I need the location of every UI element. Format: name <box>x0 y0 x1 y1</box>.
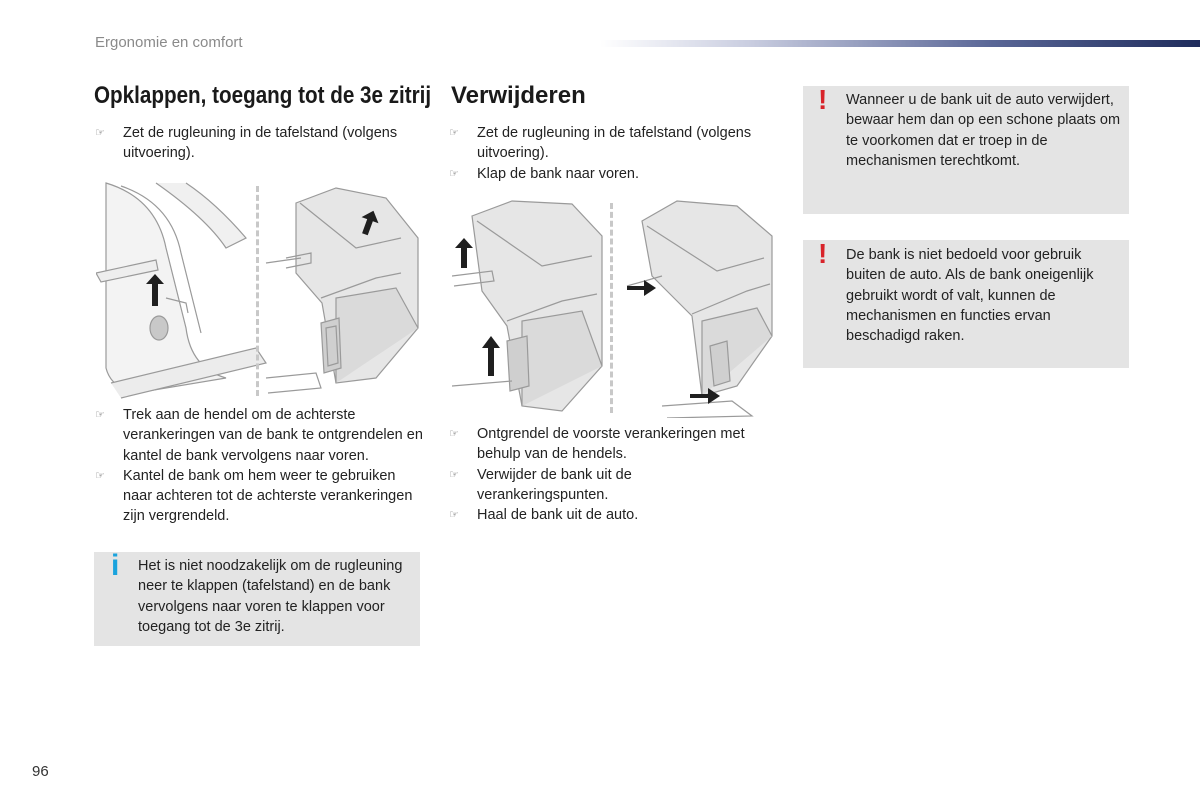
list-item: ☞ Zet de rugleuning in de tafelstand (volgens uitvoering). <box>95 125 398 162</box>
figure-divider <box>610 203 613 413</box>
header-accent-bar <box>600 40 1200 47</box>
list-item: ☞ Verwijder de bank uit de verankeringspunten. <box>449 466 632 503</box>
header-section-label: Ergonomie en comfort <box>95 34 243 51</box>
page-number: 96 <box>32 763 49 780</box>
exclamation-icon: ! <box>818 84 828 115</box>
list-item: ☞ Ontgrendel de voorste verankeringen met behulp van de hendels. <box>449 426 745 463</box>
removing-steps-bottom <box>449 424 779 525</box>
pointing-hand-icon: ☞ <box>95 127 105 139</box>
info-note-text: Het is niet noodzakelijk om de rugleuning neer te klappen (tafelstand) en de bank vervolgens naar voren te klappen voor toegang tot de 3e zitrij. <box>138 558 403 635</box>
list-item: ☞ Zet de rugleuning in de tafelstand (volgens uitvoering). <box>449 125 752 162</box>
warning-note-usage <box>803 240 1129 368</box>
info-note <box>94 549 420 646</box>
pointing-hand-icon: ☞ <box>95 409 105 421</box>
info-icon: i <box>111 549 120 582</box>
pointing-hand-icon: ☞ <box>449 509 459 522</box>
removing-illustration <box>452 196 774 418</box>
section-title-folding: Opklappen, toegang tot de 3e zitrij <box>94 82 432 109</box>
list-item: ☞ Kantel de bank om hem weer te gebruiken naar achteren tot de achterste verankeringen zijn vergrendeld. <box>95 467 413 525</box>
list-item: ☞ Klap de bank naar voren. <box>449 164 779 184</box>
figure-divider <box>256 186 259 396</box>
warning-text-storage: Wanneer u de bank uit de auto verwijdert, bewaar hem dan op een schone plaats om te voorkomen dat er troep in de mechanismen terechtkomt. <box>846 92 1121 169</box>
pointing-hand-icon: ☞ <box>449 127 459 139</box>
pointing-hand-icon: ☞ <box>449 428 459 440</box>
pointing-hand-icon: ☞ <box>449 468 459 481</box>
removing-steps-top <box>449 123 779 184</box>
list-item: ☞ Trek aan de hendel om de achterste verankeringen van de bank te ontgrendelen en kantel de bank vervolgens naar voren. <box>95 407 423 464</box>
exclamation-icon: ! <box>818 238 828 269</box>
section-title-removing: Verwijderen <box>451 82 586 109</box>
warning-text-usage: De bank is niet bedoeld voor gebruik buiten de auto. Als de bank oneigenlijk gebruikt wordt of valt, kunnen de mechanismen en functies ervan beschadigd raken. <box>846 247 1094 345</box>
list-item: ☞ Haal de bank uit de auto. <box>449 505 779 525</box>
folding-steps-bottom <box>95 405 425 527</box>
warning-note-storage <box>803 86 1129 214</box>
pointing-hand-icon: ☞ <box>449 167 459 180</box>
folding-steps-top <box>95 123 420 164</box>
pointing-hand-icon: ☞ <box>95 469 105 482</box>
